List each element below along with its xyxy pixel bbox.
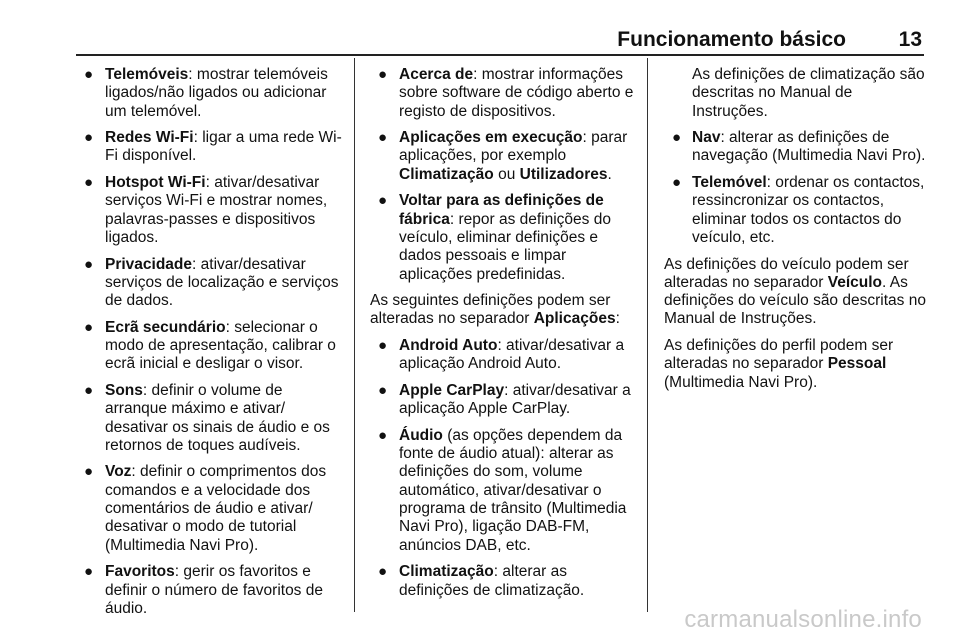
- list-item-voltar-fabrica: [370, 192, 636, 283]
- item-text: : definir o comprimentos dos comandos e a velocidade dos comentários de áudio e ativar/ desativar o modo de tutorial (Multimedia Navi Pro).: [105, 463, 327, 554]
- list-item-apple-carplay: [370, 382, 636, 419]
- item-text: : definir o volume de arranque máximo e ativar/ desativar os sinais de áudio e os retornos de toques audíveis.: [105, 381, 330, 454]
- item-text: : mostrar telemóveis ligados/não ligados ou adicionar um telemóvel.: [105, 66, 328, 120]
- page-number: 13: [898, 28, 922, 51]
- item-text: (as opções dependem da fonte de áudio atual): alterar as definições do som, volume automático, ativar/desativar o programa de trânsito (Multimedia Navi Pro), ligação DAB-FM, anúncios DAB, etc.: [399, 426, 627, 554]
- item-text: : selecionar o modo de apresentação, calibrar o ecrã inicial e desligar o visor.: [105, 318, 336, 373]
- item-term: Voz: [105, 463, 132, 481]
- section-title: Funcionamento básico: [617, 28, 846, 51]
- column-1: [80, 66, 342, 626]
- para-term: Aplicações: [533, 310, 616, 328]
- item-text: : mostrar informações sobre software de código aberto e registo de dispositivos.: [399, 66, 634, 120]
- list-item-android-auto: [370, 337, 636, 374]
- list-item-ecra-secundario: [80, 319, 342, 374]
- item-term: Aplicações em execução: [399, 129, 583, 147]
- item-text-mid: ou: [493, 165, 520, 183]
- paragraph-pessoal: [664, 337, 926, 392]
- item-term: Acerca de: [399, 66, 474, 83]
- column-divider-1: [354, 58, 355, 612]
- item-term: Ecrã secundário: [105, 318, 226, 336]
- bullet-icon: ●: [84, 381, 94, 399]
- para-term: Veículo: [827, 273, 882, 291]
- list-item-climatizacao: [370, 563, 636, 600]
- item-term: Hotspot Wi-Fi: [105, 174, 206, 192]
- bullet-icon: ●: [84, 66, 94, 83]
- bullet-icon: ●: [84, 463, 94, 481]
- watermark-text: carmanualsonline.info: [684, 606, 922, 633]
- item-text: : ligar a uma rede Wi-Fi disponível.: [105, 129, 342, 165]
- list-item-nav: [664, 129, 926, 166]
- item-term: Redes Wi-Fi: [105, 129, 194, 147]
- item-text: : ativar/desativar a aplicação Apple CarPlay.: [399, 381, 631, 418]
- item-text: : parar aplicações, por exemplo: [399, 129, 628, 165]
- item-term: Privacidade: [105, 255, 193, 273]
- item-text-end: .: [607, 165, 612, 183]
- bullet-icon: ●: [378, 381, 388, 399]
- para-text: As definições do perfil podem ser alteradas no separador: [664, 337, 894, 373]
- item-text: : ativar/desativar a aplicação Android Auto.: [399, 337, 625, 373]
- para-text: As seguintes definições podem ser alteradas no separador: [370, 292, 611, 328]
- item-term: Climatização: [399, 563, 494, 581]
- bullet-icon: ●: [378, 563, 388, 581]
- list-item-audio: [370, 427, 636, 555]
- bullet-icon: ●: [672, 174, 682, 192]
- item-text: : alterar as definições de climatização.: [399, 563, 585, 599]
- item-term-climatizacao: Climatização: [399, 165, 494, 183]
- item-term: Android Auto: [399, 337, 498, 355]
- list-item-favoritos: [80, 563, 342, 618]
- paragraph-aplicacoes: [370, 292, 636, 329]
- item-term: Telemóvel: [692, 174, 767, 192]
- item-term: Apple CarPlay: [399, 381, 505, 399]
- item-text: : ativar/desativar serviços Wi-Fi e mostrar nomes, palavras-passes e dispositivos ligados.: [105, 174, 328, 246]
- bullet-icon: ●: [378, 129, 388, 147]
- para-term: Pessoal: [827, 355, 887, 373]
- bullet-icon: ●: [84, 129, 94, 147]
- item-term: Sons: [105, 381, 143, 399]
- item-term: Voltar para as definições de fábrica: [399, 192, 604, 228]
- list-item-telemovel: [664, 174, 926, 247]
- column-3: [664, 66, 926, 400]
- para-suffix: :: [615, 310, 620, 328]
- bullet-icon: ●: [378, 426, 388, 444]
- list-item-telemoveis: [80, 66, 342, 121]
- list-item-voz: [80, 463, 342, 554]
- item-text: : gerir os favoritos e definir o número de favoritos de áudio.: [105, 563, 323, 617]
- paragraph-veiculo: [664, 256, 926, 329]
- continuation-text: As definições de climatização são descritas no Manual de Instruções.: [692, 66, 925, 120]
- item-term: Nav: [692, 129, 721, 147]
- item-text: : repor as definições do veículo, eliminar definições e dados pessoais e limpar aplicações predefinidas.: [399, 210, 611, 283]
- para-text: As definições do veículo podem ser alteradas no separador: [664, 255, 909, 291]
- list-item-aplicacoes-execucao: [370, 129, 636, 184]
- list-item-acerca-de: [370, 66, 636, 121]
- bullet-icon: ●: [84, 255, 94, 273]
- item-term: Áudio: [399, 426, 443, 444]
- bullet-icon: ●: [84, 174, 94, 192]
- para-suffix: (Multimedia Navi Pro).: [664, 373, 818, 391]
- bullet-icon: ●: [378, 337, 388, 355]
- item-text: : alterar as definições de navegação (Multimedia Navi Pro).: [692, 129, 926, 165]
- column-2: [370, 66, 636, 608]
- list-item-sons: [80, 382, 342, 455]
- bullet-icon: ●: [84, 563, 94, 581]
- para-suffix: . As definições do veículo são descritas no Manual de Instruções.: [664, 273, 926, 328]
- item-text: : ativar/desativar serviços de localização e serviços de dados.: [105, 255, 339, 310]
- bullet-icon: ●: [84, 318, 94, 336]
- item-text: : ordenar os contactos, ressincronizar os contactos, eliminar todos os contactos do veículo, etc.: [692, 174, 925, 246]
- bullet-icon: ●: [378, 192, 388, 210]
- item-term: Telemóveis: [105, 66, 189, 83]
- bullet-icon: ●: [378, 66, 388, 83]
- list-item-hotspot-wifi: [80, 174, 342, 247]
- page-header: [76, 28, 924, 56]
- bullet-icon: ●: [672, 129, 682, 147]
- list-item-redes-wifi: [80, 129, 342, 166]
- item-term-utilizadores: Utilizadores: [519, 165, 608, 183]
- list-item-privacidade: [80, 256, 342, 311]
- item-term: Favoritos: [105, 563, 175, 581]
- column-divider-2: [647, 58, 648, 612]
